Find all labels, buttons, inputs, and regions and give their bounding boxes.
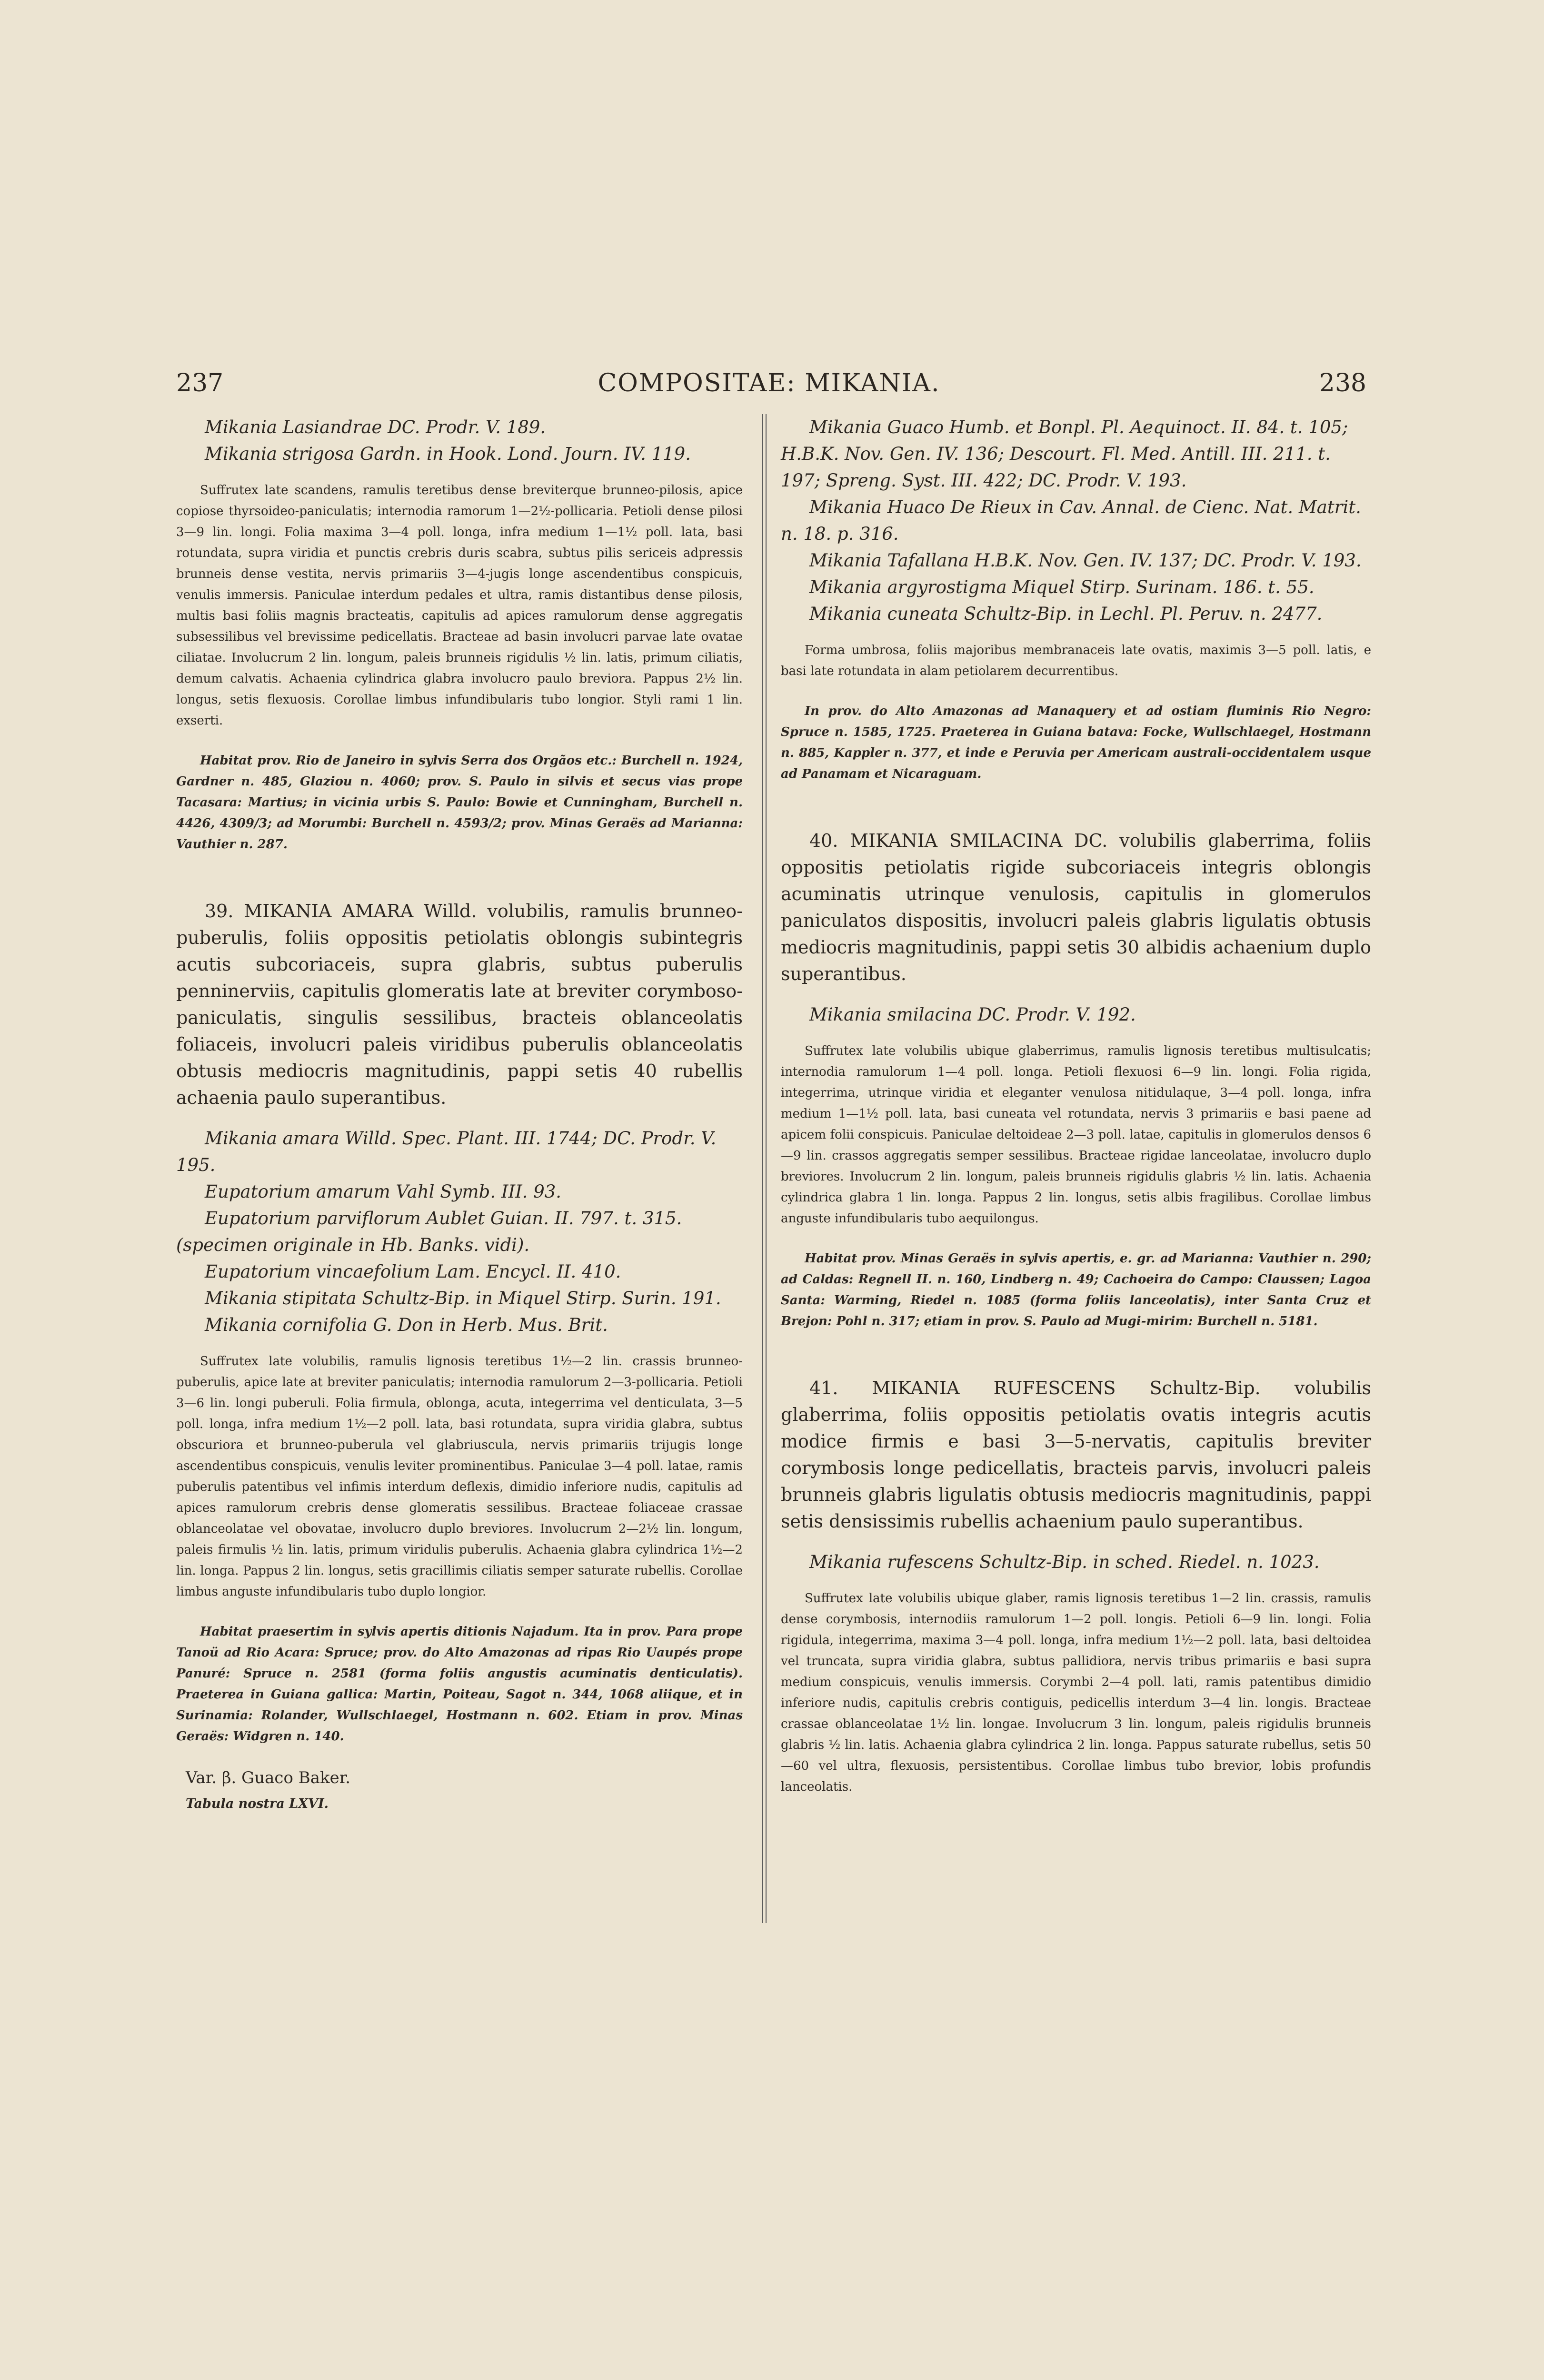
species-diagnosis-41: 41. MIKANIA RUFESCENS Schultz-Bip. volubilis glaberrima, foliis oppositis petiolatis ovatis integris acutis modice firmis e basi 3—5-nervatis, capitulis breviter corymbosis longe pedicellatis, bracteis parvis, involucri paleis brunneis glabris ligulatis obtusis mediocris magnitudinis, pappi setis densissimis rubellis achaenium paulo superantibus. xyxy=(781,1378,1371,1532)
variety-heading: Var. β. Guaco Baker. xyxy=(186,1768,351,1787)
synonym: Mikania Guaco Humb. et Bonpl. Pl. Aequinoct. II. 84. t. 105; H.B.K. Nov. Gen. IV. 136; Descourt. Fl. Med. Antill. III. 211. t. 197; Spreng. Syst. III. 422; DC. Prodr. V. 193. xyxy=(781,417,1348,491)
synonym: Mikania Lasiandrae DC. Prodr. V. 189. xyxy=(205,417,546,437)
habitat-paragraph: Habitat prov. Rio de Janeiro in sylvis Serra dos Orgãos etc.: Burchell n. 1924, Gardner n. 485, Glaziou n. 4060; prov. S. Paulo in silvis et secus vias prope Tacasara: Martius; in vicinia urbis S. Paulo: Bowie et Cunningham, Burchell n. 4426, 4309/3; ad Morumbi: Burchell n. 4593/2; prov. Minas Geraës ad Marianna: Vauthier n. 287. xyxy=(176,754,743,852)
synonym: Mikania stipitata Schultz-Bip. in Miquel Stirp. Surin. 191. xyxy=(205,1288,721,1309)
description-paragraph: Suffrutex late scandens, ramulis teretibus dense breviterque brunneo-pilosis, apice copiose thyrsoideo-paniculatis; internodia ramorum 1—2½-pollicaria. Petioli dense pilosi 3—9 lin. longi. Folia maxima 3—4 poll. longa, infra medium 1—1½ poll. lata, basi rotundata, supra viridia et punctis crebris duris scabra, subtus pilis sericeis adpressis brunneis dense vestita, nervis primariis 3—4-jugis longe ascendentibus conspicuis, venulis immersis. Paniculae interdum pedales et ultra, ramis distantibus dense pilosis, multis basi foliis magnis bracteatis, capitulis ad apices ramulorum dense aggregatis subsessilibus vel brevissime pedicellatis. Bracteae ad basin involucri parvae late ovatae ciliatae. Involucrum 2 lin. longum, paleis brunneis rigidulis ½ lin. latis, primum ciliatis, demum calvatis. Achaenia cylindrica glabra involucro paulo breviora. Pappus 2½ lin. longus, setis flexuosis. Corollae limbus infundibularis tubo longior. Styli rami 1 lin. exserti. xyxy=(176,483,743,728)
description-paragraph: Suffrutex late volubilis ubique glaberrimus, ramulis lignosis teretibus multisulcatis; internodia ramulorum 1—4 poll. longa. Petioli flexuosi 6—9 lin. longi. Folia rigida, integerrima, utrinque viridia et eleganter venulosa nitidulaque, 3—4 poll. longa, infra medium 1—1½ poll. lata, basi cuneata vel rotundata, nervis 3 primariis e basi paene ad apicem folii conspicuis. Paniculae deltoideae 2—3 poll. latae, capitulis in glomerulos densos 6—9 lin. crassos aggregatis semper sessilibus. Bracteae rigidae lanceolatae, involucro duplo breviores. Involucrum 2 lin. longum, paleis brunneis rigidulis glabris ½ lin. latis. Achaenia cylindrica glabra 1 lin. longa. Pappus 2 lin. longus, setis albis fragilibus. Corollae limbus anguste infundibularis tubo aequilongus. xyxy=(781,1044,1371,1226)
synonym: Mikania cornifolia G. Don in Herb. Mus. Brit. xyxy=(205,1315,608,1335)
left-column xyxy=(176,414,743,1815)
right-column xyxy=(781,414,1371,1797)
synonym: Mikania argyrostigma Miquel Stirp. Surinam. 186. t. 55. xyxy=(809,577,1315,597)
synonym: Eupatorium amarum Vahl Symb. III. 93. xyxy=(205,1181,562,1202)
synonym: Eupatorium vincaefolium Lam. Encycl. II. 410. xyxy=(205,1261,621,1282)
habitat-paragraph: Habitat praesertim in sylvis apertis ditionis Najadum. Ita in prov. Para prope Tanoü ad Rio Acara: Spruce; prov. do Alto Amazonas ad ripas Rio Uaupés prope Panuré: Spruce n. 2581 (forma foliis angustis acuminatis denticulatis). Praeterea in Guiana gallica: Martin, Poiteau, Sagot n. 344, 1068 aliique, et in Surinamia: Rolander, Wullschlaegel, Hostmann n. 602. Etiam in prov. Minas Geraës: Widgren n. 140. xyxy=(176,1625,743,1744)
synonym: Mikania rufescens Schultz-Bip. in sched. Riedel. n. 1023. xyxy=(809,1552,1320,1572)
running-title: COMPOSITAE: MIKANIA. xyxy=(598,369,940,397)
description-paragraph: Suffrutex late volubilis, ramulis lignosis teretibus 1½—2 lin. crassis brunneo-puberulis, apice late at breviter paniculatis; internodia ramulorum 2—3-pollicaria. Petioli 3—6 lin. longi puberuli. Folia firmula, oblonga, acuta, integerrima vel denticulata, 3—5 poll. longa, infra medium 1½—2 poll. lata, basi rotundata, supra viridia glabra, subtus obscuriora et brunneo-puberula vel glabriuscula, nervis primariis trijugis longe ascendentibus conspicuis, venulis leviter prominentibus. Paniculae 3—4 poll. latae, ramis puberulis patentibus vel infimis interdum deflexis, dimidio inferiore nudis, capitulis ad apices ramulorum crebris dense glomeratis sessilibus. Bracteae foliaceae crassae oblanceolatae vel obovatae, involucro duplo breviores. Involucrum 2—2½ lin. longum, paleis firmulis ½ lin. latis, primum viridulis puberulis. Achaenia glabra cylindrica 1½—2 lin. longa. Pappus 2 lin. longus, setis gracillimis ciliatis semper saturate rubellis. Corollae limbus anguste infundibularis tubo duplo longior. xyxy=(176,1354,743,1599)
species-diagnosis-39: 39. MIKANIA AMARA Willd. volubilis, ramulis brunneo-puberulis, foliis oppositis petiolatis oblongis subintegris acutis subcoriaceis, supra glabris, subtus puberulis penninerviis, capitulis glomeratis late at breviter corymboso-paniculatis, singulis sessilibus, bracteis oblanceolatis foliaceis, involucri paleis viridibus puberulis oblanceolatis obtusis mediocris magnitudinis, pappi setis 40 rubellis achaenia paulo superantibus. xyxy=(176,901,743,1108)
plate-reference: Tabula nostra LXVI. xyxy=(186,1796,329,1811)
synonym: Mikania smilacina DC. Prodr. V. 192. xyxy=(809,1004,1136,1025)
habitat-paragraph: Habitat prov. Minas Geraës in sylvis apertis, e. gr. ad Marianna: Vauthier n. 290; ad Caldas: Regnell II. n. 160, Lindberg n. 49; Cachoeira do Campo: Claussen; Lagoa Santa: Warming, Riedel n. 1085 (forma foliis lanceolatis), inter Santa Cruz et Brejon: Pohl n. 317; etiam in prov. S. Paulo ad Mugi-mirim: Burchell n. 5181. xyxy=(781,1251,1371,1329)
synonym: Eupatorium parviflorum Aublet Guian. II. 797. t. 315. (specimen originale in Hb. Banks. vidi). xyxy=(176,1208,682,1255)
column-divider xyxy=(762,414,767,1923)
synonym: Mikania Tafallana H.B.K. Nov. Gen. IV. 137; DC. Prodr. V. 193. xyxy=(809,550,1362,571)
synonym: Mikania Huaco De Rieux in Cav. Annal. de Cienc. Nat. Matrit. n. 18. p. 316. xyxy=(781,497,1361,544)
forma-paragraph: Forma umbrosa, foliis majoribus membranaceis late ovatis, maximis 3—5 poll. latis, e basi late rotundata in alam petiolarem decurrentibus. xyxy=(781,643,1371,678)
page-number-left: 237 xyxy=(176,369,224,397)
synonym: Mikania amara Willd. Spec. Plant. III. 1744; DC. Prodr. V. 195. xyxy=(176,1128,717,1175)
habitat-paragraph: In prov. do Alto Amazonas ad Manaquery et ad ostiam fluminis Rio Negro: Spruce n. 1585, 1725. Praeterea in Guiana batava: Focke, Wullschlaegel, Hostmann n. 885, Kappler n. 377, et inde e Peruvia per Americam australi-occidentalem usque ad Panamam et Nicaraguam. xyxy=(781,704,1371,781)
page-header xyxy=(171,369,1366,407)
page-number-right: 238 xyxy=(1319,369,1366,397)
species-diagnosis-40: 40. MIKANIA SMILACINA DC. volubilis glaberrima, foliis oppositis petiolatis rigide subcoriaceis integris oblongis acuminatis utrinque venulosis, capitulis in glomerulos paniculatos dispositis, involucri paleis glabris ligulatis obtusis mediocris magnitudinis, pappi setis 30 albidis achaenium duplo superantibus. xyxy=(781,830,1371,984)
synonym: Mikania strigosa Gardn. in Hook. Lond. Journ. IV. 119. xyxy=(205,444,691,464)
description-paragraph: Suffrutex late volubilis ubique glaber, ramis lignosis teretibus 1—2 lin. crassis, ramulis dense corymbosis, internodiis ramulorum 1—2 poll. longis. Petioli 6—9 lin. longi. Folia rigidula, integerrima, maxima 3—4 poll. longa, infra medium 1½—2 poll. lata, basi deltoidea vel truncata, supra viridia glabra, subtus pallidiora, nervis tribus primariis e basi supra medium conspicuis, venulis immersis. Corymbi 2—4 poll. lati, ramis patentibus dimidio inferiore nudis, capitulis crebris contiguis, pedicellis interdum 3—4 lin. longis. Bracteae crassae oblanceolatae 1½ lin. longae. Involucrum 3 lin. longum, paleis rigidulis brunneis glabris ½ lin. latis. Achaenia glabra cylindrica 2 lin. longa. Pappus saturate rubellus, setis 50—60 vel ultra, flexuosis, persistentibus. Corollae limbus tubo brevior, lobis profundis lanceolatis. xyxy=(781,1591,1371,1794)
synonym: Mikania cuneata Schultz-Bip. in Lechl. Pl. Peruv. n. 2477. xyxy=(809,604,1323,624)
